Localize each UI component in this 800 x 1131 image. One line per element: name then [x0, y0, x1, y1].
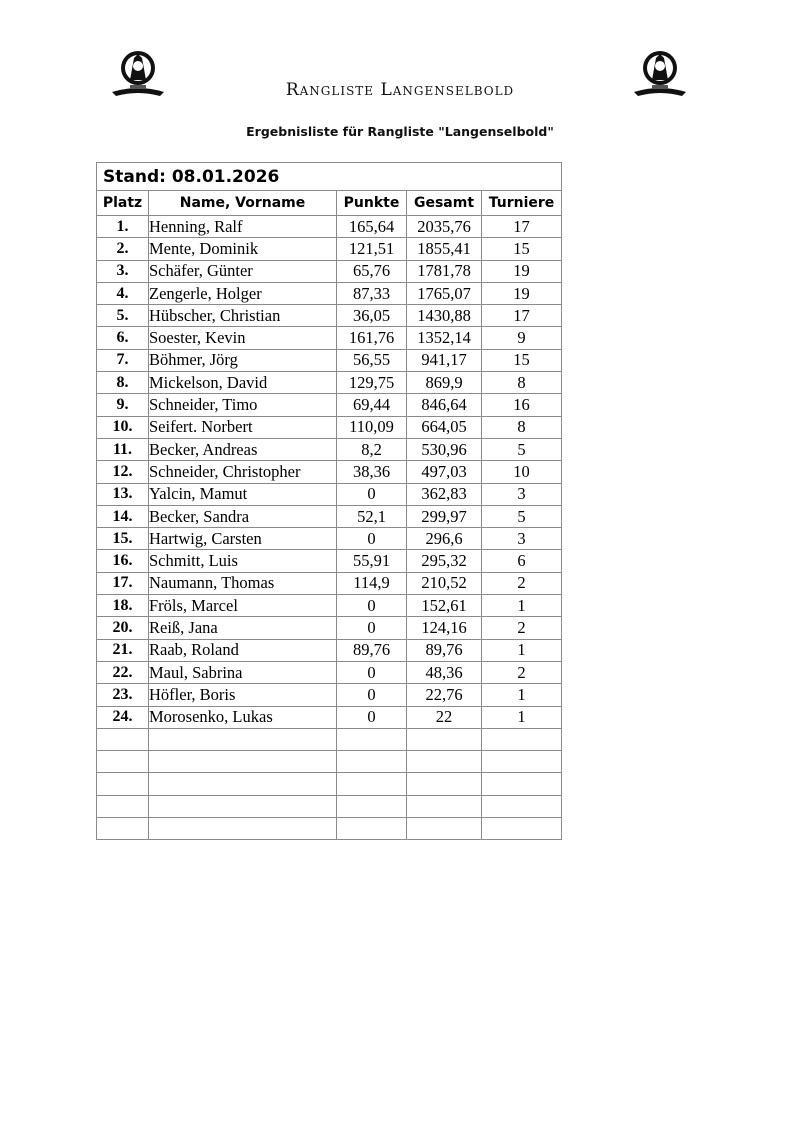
- cell-name: Schmitt, Luis: [149, 550, 337, 572]
- cell-punkte: 161,76: [337, 327, 407, 349]
- cell-platz: 4.: [97, 282, 149, 304]
- cell-platz: 6.: [97, 327, 149, 349]
- cell-platz: 1.: [97, 216, 149, 238]
- cell-turniere: 16: [482, 394, 562, 416]
- cell-turniere: 15: [482, 238, 562, 260]
- table-row: [97, 238, 562, 260]
- cell-gesamt: 152,61: [407, 595, 482, 617]
- cell-turniere: 1: [482, 706, 562, 728]
- cell-punkte: 121,51: [337, 238, 407, 260]
- cell-name: Zengerle, Holger: [149, 282, 337, 304]
- stand-date: Stand: 08.01.2026: [97, 163, 562, 191]
- cell-name: Mente, Dominik: [149, 238, 337, 260]
- empty-cell: [149, 751, 337, 773]
- cell-platz: 23.: [97, 684, 149, 706]
- empty-cell: [149, 818, 337, 840]
- empty-cell: [97, 818, 149, 840]
- empty-cell: [97, 795, 149, 817]
- cell-punkte: 114,9: [337, 572, 407, 594]
- cell-turniere: 19: [482, 260, 562, 282]
- cell-gesamt: 22: [407, 706, 482, 728]
- cell-turniere: 3: [482, 483, 562, 505]
- empty-cell: [149, 795, 337, 817]
- table-row: [97, 438, 562, 460]
- cell-platz: 13.: [97, 483, 149, 505]
- cell-turniere: 10: [482, 461, 562, 483]
- cell-platz: 7.: [97, 349, 149, 371]
- column-header-name: Name, Vorname: [149, 191, 337, 216]
- table-row: [97, 550, 562, 572]
- cell-platz: 10.: [97, 416, 149, 438]
- empty-table-row: [97, 751, 562, 773]
- cell-punkte: 87,33: [337, 282, 407, 304]
- cell-name: Schneider, Christopher: [149, 461, 337, 483]
- cell-punkte: 0: [337, 528, 407, 550]
- empty-cell: [337, 818, 407, 840]
- cell-punkte: 38,36: [337, 461, 407, 483]
- empty-cell: [337, 751, 407, 773]
- cell-punkte: 8,2: [337, 438, 407, 460]
- empty-cell: [149, 773, 337, 795]
- table-row: [97, 639, 562, 661]
- table-row: [97, 305, 562, 327]
- cell-turniere: 8: [482, 416, 562, 438]
- cell-name: Becker, Sandra: [149, 505, 337, 527]
- table-row: [97, 661, 562, 683]
- empty-cell: [97, 773, 149, 795]
- table-row: [97, 372, 562, 394]
- cell-platz: 22.: [97, 661, 149, 683]
- cell-platz: 24.: [97, 706, 149, 728]
- cell-gesamt: 296,6: [407, 528, 482, 550]
- cell-gesamt: 1430,88: [407, 305, 482, 327]
- cell-name: Henning, Ralf: [149, 216, 337, 238]
- cell-gesamt: 846,64: [407, 394, 482, 416]
- empty-cell: [97, 751, 149, 773]
- empty-cell: [407, 818, 482, 840]
- cell-platz: 12.: [97, 461, 149, 483]
- table-row: [97, 260, 562, 282]
- cell-turniere: 17: [482, 216, 562, 238]
- empty-cell: [407, 773, 482, 795]
- empty-cell: [149, 728, 337, 750]
- cell-platz: 2.: [97, 238, 149, 260]
- empty-cell: [337, 795, 407, 817]
- table-row: [97, 416, 562, 438]
- cell-platz: 8.: [97, 372, 149, 394]
- table-row: [97, 349, 562, 371]
- cell-platz: 5.: [97, 305, 149, 327]
- cell-platz: 18.: [97, 595, 149, 617]
- cell-name: Maul, Sabrina: [149, 661, 337, 683]
- cell-name: Höfler, Boris: [149, 684, 337, 706]
- empty-cell: [482, 795, 562, 817]
- table-row: [97, 505, 562, 527]
- cell-punkte: 56,55: [337, 349, 407, 371]
- stand-row: [97, 163, 562, 191]
- cell-gesamt: 1781,78: [407, 260, 482, 282]
- cell-name: Seifert. Norbert: [149, 416, 337, 438]
- cell-punkte: 0: [337, 617, 407, 639]
- cell-turniere: 1: [482, 639, 562, 661]
- column-header-gesamt: Gesamt: [407, 191, 482, 216]
- cell-name: Soester, Kevin: [149, 327, 337, 349]
- cell-turniere: 2: [482, 617, 562, 639]
- empty-cell: [97, 728, 149, 750]
- header-row: [97, 191, 562, 216]
- cell-platz: 17.: [97, 572, 149, 594]
- table-row: [97, 483, 562, 505]
- table-row: [97, 282, 562, 304]
- cell-gesamt: 664,05: [407, 416, 482, 438]
- page-subtitle: Ergebnisliste für Rangliste "Langenselbold": [246, 124, 554, 139]
- page-title: Rangliste Langenselbold: [285, 80, 515, 100]
- cell-turniere: 5: [482, 505, 562, 527]
- cell-turniere: 6: [482, 550, 562, 572]
- empty-cell: [407, 795, 482, 817]
- table-row: [97, 706, 562, 728]
- cell-punkte: 55,91: [337, 550, 407, 572]
- cell-punkte: 0: [337, 595, 407, 617]
- empty-cell: [337, 728, 407, 750]
- cell-name: Morosenko, Lukas: [149, 706, 337, 728]
- empty-cell: [482, 773, 562, 795]
- empty-table-row: [97, 795, 562, 817]
- cell-gesamt: 124,16: [407, 617, 482, 639]
- cell-turniere: 1: [482, 595, 562, 617]
- empty-cell: [482, 818, 562, 840]
- ranking-body: [97, 216, 562, 840]
- cell-punkte: 110,09: [337, 416, 407, 438]
- empty-cell: [482, 728, 562, 750]
- empty-table-row: [97, 728, 562, 750]
- cell-name: Böhmer, Jörg: [149, 349, 337, 371]
- cell-punkte: 65,76: [337, 260, 407, 282]
- cell-platz: 20.: [97, 617, 149, 639]
- cell-gesamt: 530,96: [407, 438, 482, 460]
- cell-gesamt: 2035,76: [407, 216, 482, 238]
- cell-gesamt: 48,36: [407, 661, 482, 683]
- cell-gesamt: 1855,41: [407, 238, 482, 260]
- table-row: [97, 394, 562, 416]
- cell-turniere: 5: [482, 438, 562, 460]
- cell-name: Hübscher, Christian: [149, 305, 337, 327]
- cell-name: Reiß, Jana: [149, 617, 337, 639]
- cell-platz: 11.: [97, 438, 149, 460]
- cell-platz: 3.: [97, 260, 149, 282]
- table-row: [97, 216, 562, 238]
- table-row: [97, 684, 562, 706]
- column-header-punkte: Punkte: [337, 191, 407, 216]
- table-row: [97, 528, 562, 550]
- cell-gesamt: 497,03: [407, 461, 482, 483]
- cell-name: Becker, Andreas: [149, 438, 337, 460]
- table-row: [97, 595, 562, 617]
- empty-cell: [407, 728, 482, 750]
- cell-turniere: 2: [482, 572, 562, 594]
- cell-turniere: 17: [482, 305, 562, 327]
- cell-gesamt: 869,9: [407, 372, 482, 394]
- cell-punkte: 129,75: [337, 372, 407, 394]
- cell-gesamt: 1352,14: [407, 327, 482, 349]
- table-row: [97, 572, 562, 594]
- cell-turniere: 3: [482, 528, 562, 550]
- cell-name: Raab, Roland: [149, 639, 337, 661]
- column-header-platz: Platz: [97, 191, 149, 216]
- cell-gesamt: 941,17: [407, 349, 482, 371]
- cell-gesamt: 295,32: [407, 550, 482, 572]
- empty-cell: [482, 751, 562, 773]
- cell-punkte: 0: [337, 483, 407, 505]
- cell-platz: 9.: [97, 394, 149, 416]
- column-header-turniere: Turniere: [482, 191, 562, 216]
- table-row: [97, 461, 562, 483]
- cell-name: Fröls, Marcel: [149, 595, 337, 617]
- cell-punkte: 0: [337, 661, 407, 683]
- cell-turniere: 15: [482, 349, 562, 371]
- cell-platz: 16.: [97, 550, 149, 572]
- cell-gesamt: 89,76: [407, 639, 482, 661]
- cell-punkte: 69,44: [337, 394, 407, 416]
- empty-table-row: [97, 773, 562, 795]
- cell-name: Naumann, Thomas: [149, 572, 337, 594]
- ranking-table: [96, 162, 562, 840]
- empty-cell: [337, 773, 407, 795]
- table-row: [97, 617, 562, 639]
- cell-name: Yalcin, Mamut: [149, 483, 337, 505]
- cell-name: Mickelson, David: [149, 372, 337, 394]
- cell-platz: 14.: [97, 505, 149, 527]
- cell-gesamt: 362,83: [407, 483, 482, 505]
- cell-punkte: 0: [337, 706, 407, 728]
- cell-turniere: 8: [482, 372, 562, 394]
- cell-gesamt: 22,76: [407, 684, 482, 706]
- cell-platz: 21.: [97, 639, 149, 661]
- cell-gesamt: 1765,07: [407, 282, 482, 304]
- cell-name: Schneider, Timo: [149, 394, 337, 416]
- cell-punkte: 165,64: [337, 216, 407, 238]
- table-row: [97, 327, 562, 349]
- cell-gesamt: 299,97: [407, 505, 482, 527]
- cell-punkte: 89,76: [337, 639, 407, 661]
- empty-cell: [407, 751, 482, 773]
- cell-turniere: 9: [482, 327, 562, 349]
- cell-punkte: 52,1: [337, 505, 407, 527]
- cell-turniere: 1: [482, 684, 562, 706]
- cell-gesamt: 210,52: [407, 572, 482, 594]
- cell-turniere: 2: [482, 661, 562, 683]
- cell-punkte: 0: [337, 684, 407, 706]
- empty-table-row: [97, 818, 562, 840]
- cell-name: Hartwig, Carsten: [149, 528, 337, 550]
- cell-name: Schäfer, Günter: [149, 260, 337, 282]
- cell-platz: 15.: [97, 528, 149, 550]
- cell-turniere: 19: [482, 282, 562, 304]
- cell-punkte: 36,05: [337, 305, 407, 327]
